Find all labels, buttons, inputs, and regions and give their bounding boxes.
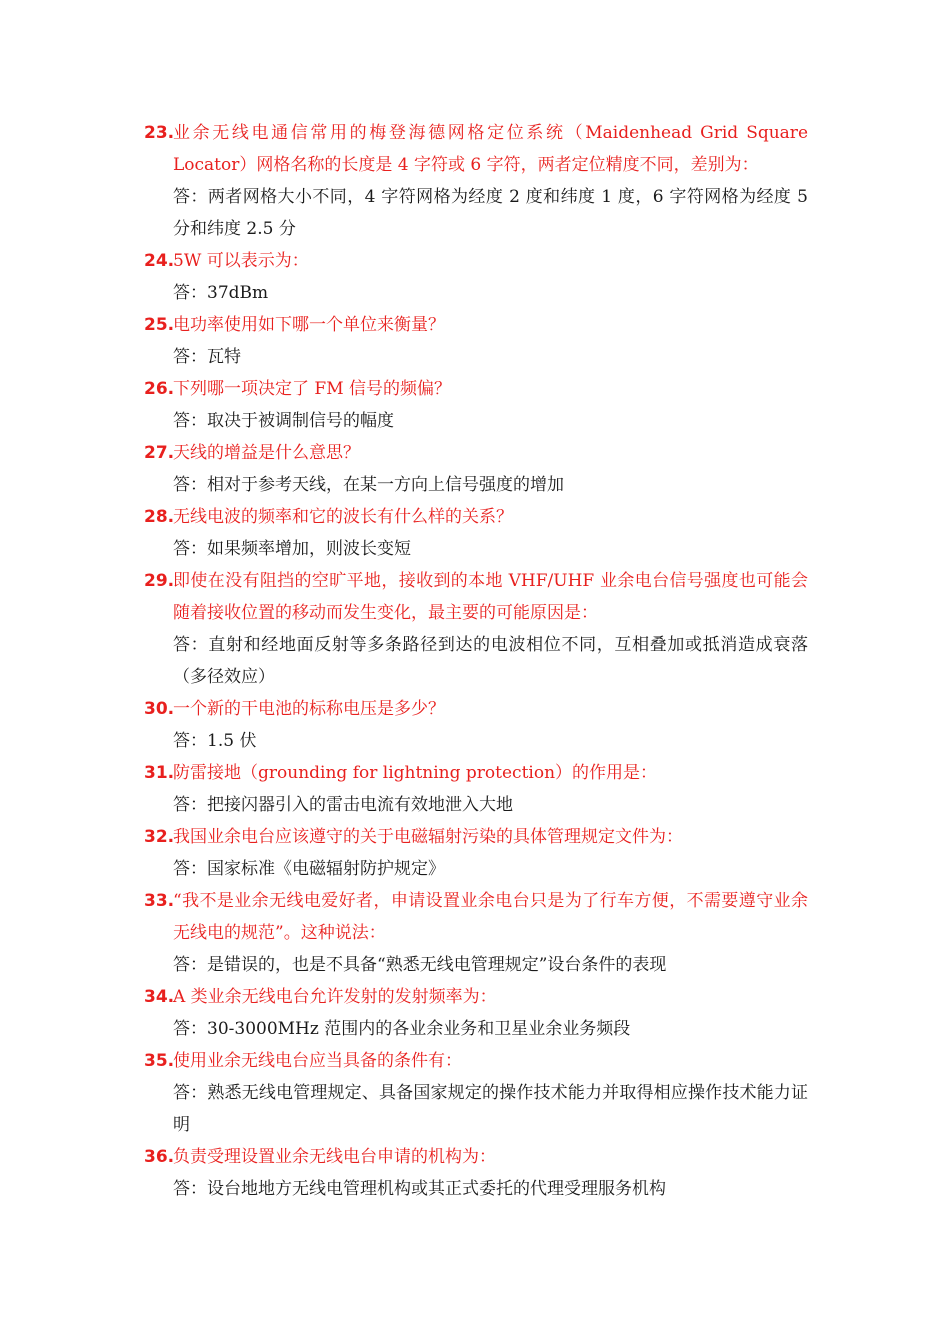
answer-text: 答：是错误的，也是不具备“熟悉无线电管理规定”设台条件的表现 <box>173 955 667 975</box>
question <box>144 821 808 853</box>
question <box>144 373 808 405</box>
question <box>144 757 808 789</box>
qa-item-29 <box>144 565 808 693</box>
answer-text: 答：如果频率增加，则波长变短 <box>173 539 411 559</box>
question-number: 27. <box>144 443 175 463</box>
qa-item-27 <box>144 437 808 501</box>
question-number: 29. <box>144 571 175 591</box>
question-text: 5W 可以表示为： <box>173 251 309 271</box>
question-number: 24. <box>144 251 175 271</box>
question <box>144 565 808 629</box>
question-text: 电功率使用如下哪一个单位来衡量？ <box>173 315 445 335</box>
question-text: A 类业余无线电台允许发射的发射频率为： <box>173 987 497 1007</box>
qa-item-28 <box>144 501 808 565</box>
answer-text: 答：取决于被调制信号的幅度 <box>173 411 394 431</box>
question-text: 防雷接地（grounding for lightning protection）的作用是： <box>173 763 658 783</box>
question <box>144 309 808 341</box>
question-text: 负责受理设置业余无线电台申请的机构为： <box>173 1147 496 1167</box>
qa-list <box>144 117 808 1205</box>
qa-item-32 <box>144 821 808 885</box>
question <box>144 693 808 725</box>
qa-item-26 <box>144 373 808 437</box>
answer-text: 答：熟悉无线电管理规定、具备国家规定的操作技术能力并取得相应操作技术能力证明 <box>173 1083 808 1135</box>
question-number: 34. <box>144 987 175 1007</box>
qa-item-34 <box>144 981 808 1045</box>
question-text: 一个新的干电池的标称电压是多少？ <box>173 699 445 719</box>
question-text: “我不是业余无线电爱好者，申请设置业余电台只是为了行车方便，不需要遵守业余无线电的规范”。这种说法： <box>173 891 808 943</box>
question-text: 业余无线电通信常用的梅登海德网格定位系统（Maidenhead Grid Square Locator）网格名称的长度是 4 字符或 6 字符，两者定位精度不同，差别为： <box>173 123 808 175</box>
answer-text: 答：国家标准《电磁辐射防护规定》 <box>173 859 445 879</box>
answer-text: 答：设台地地方无线电管理机构或其正式委托的代理受理服务机构 <box>173 1179 666 1199</box>
qa-item-31 <box>144 757 808 821</box>
question-text: 天线的增益是什么意思？ <box>173 443 360 463</box>
qa-item-35 <box>144 1045 808 1141</box>
question-text: 我国业余电台应该遵守的关于电磁辐射污染的具体管理规定文件为： <box>173 827 683 847</box>
question <box>144 437 808 469</box>
question-number: 35. <box>144 1051 175 1071</box>
question-text: 下列哪一项决定了 FM 信号的频偏？ <box>173 379 452 399</box>
question <box>144 117 808 181</box>
question-number: 31. <box>144 763 175 783</box>
question-number: 25. <box>144 315 175 335</box>
question <box>144 1045 808 1077</box>
question-number: 26. <box>144 379 175 399</box>
question-number: 30. <box>144 699 175 719</box>
answer-text: 答：瓦特 <box>173 347 241 367</box>
answer-text: 答：把接闪器引入的雷击电流有效地泄入大地 <box>173 795 513 815</box>
qa-item-24 <box>144 245 808 309</box>
question-number: 33. <box>144 891 175 911</box>
question-text: 无线电波的频率和它的波长有什么样的关系？ <box>173 507 513 527</box>
question-number: 36. <box>144 1147 175 1167</box>
answer-text: 答：37dBm <box>173 283 269 303</box>
question-text: 使用业余无线电台应当具备的条件有： <box>173 1051 462 1071</box>
answer-text: 答：两者网格大小不同，4 字符网格为经度 2 度和纬度 1 度，6 字符网格为经度 5 分和纬度 2.5 分 <box>173 187 808 239</box>
question-number: 32. <box>144 827 175 847</box>
qa-item-36 <box>144 1141 808 1205</box>
qa-item-25 <box>144 309 808 373</box>
answer-text: 答：直射和经地面反射等多条路径到达的电波相位不同，互相叠加或抵消造成衰落（多径效应） <box>173 635 808 687</box>
answer-text: 答：30-3000MHz 范围内的各业余业务和卫星业余业务频段 <box>173 1019 631 1039</box>
qa-item-33 <box>144 885 808 981</box>
question <box>144 885 808 949</box>
qa-item-23 <box>144 117 808 245</box>
question <box>144 1141 808 1173</box>
question <box>144 245 808 277</box>
question-number: 28. <box>144 507 175 527</box>
question-text: 即使在没有阻挡的空旷平地，接收到的本地 VHF/UHF 业余电台信号强度也可能会随着接收位置的移动而发生变化，最主要的可能原因是： <box>173 571 808 623</box>
question <box>144 501 808 533</box>
answer-text: 答：1.5 伏 <box>173 731 257 751</box>
question <box>144 981 808 1013</box>
qa-item-30 <box>144 693 808 757</box>
question-number: 23. <box>144 123 175 143</box>
answer-text: 答：相对于参考天线，在某一方向上信号强度的增加 <box>173 475 564 495</box>
